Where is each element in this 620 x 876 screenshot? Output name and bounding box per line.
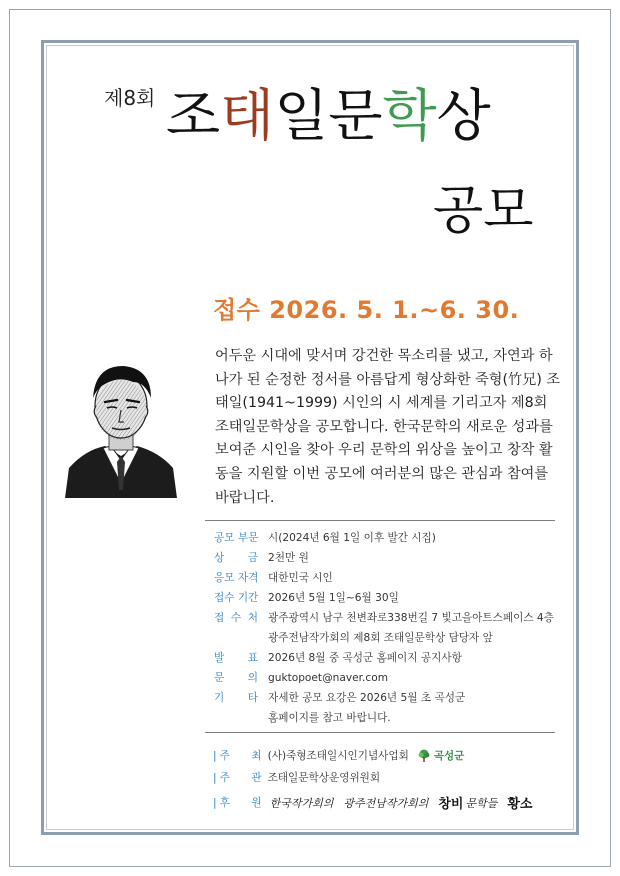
info-row-etc bbox=[214, 688, 564, 708]
sponsor-logo-writers-assoc: 한국작가회의 bbox=[269, 796, 334, 810]
award-title bbox=[166, 72, 491, 149]
sponsor-logo-hwangso: 황소 bbox=[507, 797, 533, 812]
intro-paragraph: 어두운 시대에 맞서며 강건한 목소리를 냈고, 자연과 하나가 된 순정한 정서를 아름답게 형상화한 죽형(竹兄) 조태일(1941~1999) 시인의 시 세계를 기리고자 제8회 조태일문학상을 공모합니다. 한국문학의 새로운 성과를 보여준 시인을 찾아 우리 문학의 위상을 높이고 창작 활동을 지원할 이번 공모에 여러분의 많은 관심과 참여를 바랍니다. bbox=[215, 348, 561, 506]
info-row-inquiry bbox=[214, 668, 564, 688]
info-value: 2026년 8월 중 곡성군 홈페이지 공지사항 bbox=[268, 652, 462, 664]
info-table bbox=[214, 528, 564, 728]
title-char: 문 bbox=[328, 84, 383, 149]
title-char: 태 bbox=[220, 84, 275, 149]
poet-portrait bbox=[65, 356, 177, 498]
sponsor-logo-munhakdeul: 문학들 bbox=[465, 796, 498, 810]
edition-label: 제8회 bbox=[104, 86, 156, 110]
organizer-host bbox=[213, 748, 464, 763]
title-char: 일 bbox=[274, 84, 329, 149]
organizer-support bbox=[213, 793, 533, 812]
info-row-eligibility bbox=[214, 568, 564, 588]
info-row-announcement bbox=[214, 648, 564, 668]
info-label: 기 타 bbox=[214, 692, 258, 704]
title-char: 상 bbox=[436, 84, 491, 149]
divider-top bbox=[205, 520, 555, 521]
info-row-period bbox=[214, 588, 564, 608]
org-bar: | bbox=[213, 796, 217, 809]
info-value: 대한민국 시인 bbox=[268, 572, 333, 584]
title-char: 조 bbox=[166, 84, 221, 149]
info-label: 발 표 bbox=[214, 652, 258, 664]
info-value: 2천만 원 bbox=[268, 552, 309, 564]
info-label: 접수 기간 bbox=[214, 592, 259, 604]
contact-email[interactable]: guktopoet@naver.com bbox=[268, 672, 389, 684]
gokseong-logo: 곡성군 bbox=[417, 748, 464, 763]
org-bar: | bbox=[213, 749, 217, 762]
title-subtitle: 공모 bbox=[433, 181, 534, 241]
info-label: 상 금 bbox=[214, 552, 258, 564]
org-value: (사)죽형조태일시인기념사업회 bbox=[267, 750, 409, 762]
info-value-continued: 홈페이지를 참고 바랍니다. bbox=[268, 712, 391, 724]
info-value: 2026년 5월 1일~6월 30일 bbox=[268, 592, 399, 604]
info-label: 공모 부문 bbox=[214, 532, 259, 544]
org-label: 주 최 bbox=[219, 750, 262, 762]
info-label: 문 의 bbox=[214, 672, 258, 684]
divider-bottom bbox=[205, 732, 555, 733]
info-value: 광주광역시 남구 천변좌로338번길 7 빛고을아트스페이스 4층 bbox=[268, 612, 554, 624]
info-value-continued: 광주전남작가회의 제8회 조태일문학상 담당자 앞 bbox=[268, 632, 493, 644]
organizer-manage bbox=[213, 770, 380, 785]
info-label: 접 수 처 bbox=[214, 612, 258, 624]
tree-icon bbox=[417, 749, 431, 763]
org-value: 조태일문학상운영위원회 bbox=[267, 772, 381, 784]
info-row-prize bbox=[214, 548, 564, 568]
info-label: 응모 자격 bbox=[214, 572, 259, 584]
info-value: 시(2024년 6월 1일 이후 발간 시집) bbox=[268, 532, 436, 544]
sponsor-logo-gwangju-writers: 광주전남작가회의 bbox=[343, 796, 429, 810]
org-label: 주 관 bbox=[219, 772, 262, 784]
title-char: 학 bbox=[382, 84, 437, 149]
info-value: 자세한 공모 요강은 2026년 5월 초 곡성군 bbox=[268, 692, 466, 704]
org-label: 후 원 bbox=[219, 797, 262, 809]
org-bar: | bbox=[213, 771, 217, 784]
info-row-address bbox=[214, 608, 564, 628]
info-row-category bbox=[214, 528, 564, 548]
sponsor-logo-changbi: 창비 bbox=[438, 797, 464, 812]
submission-period: 접수 2026. 5. 1.~6. 30. bbox=[213, 296, 520, 324]
